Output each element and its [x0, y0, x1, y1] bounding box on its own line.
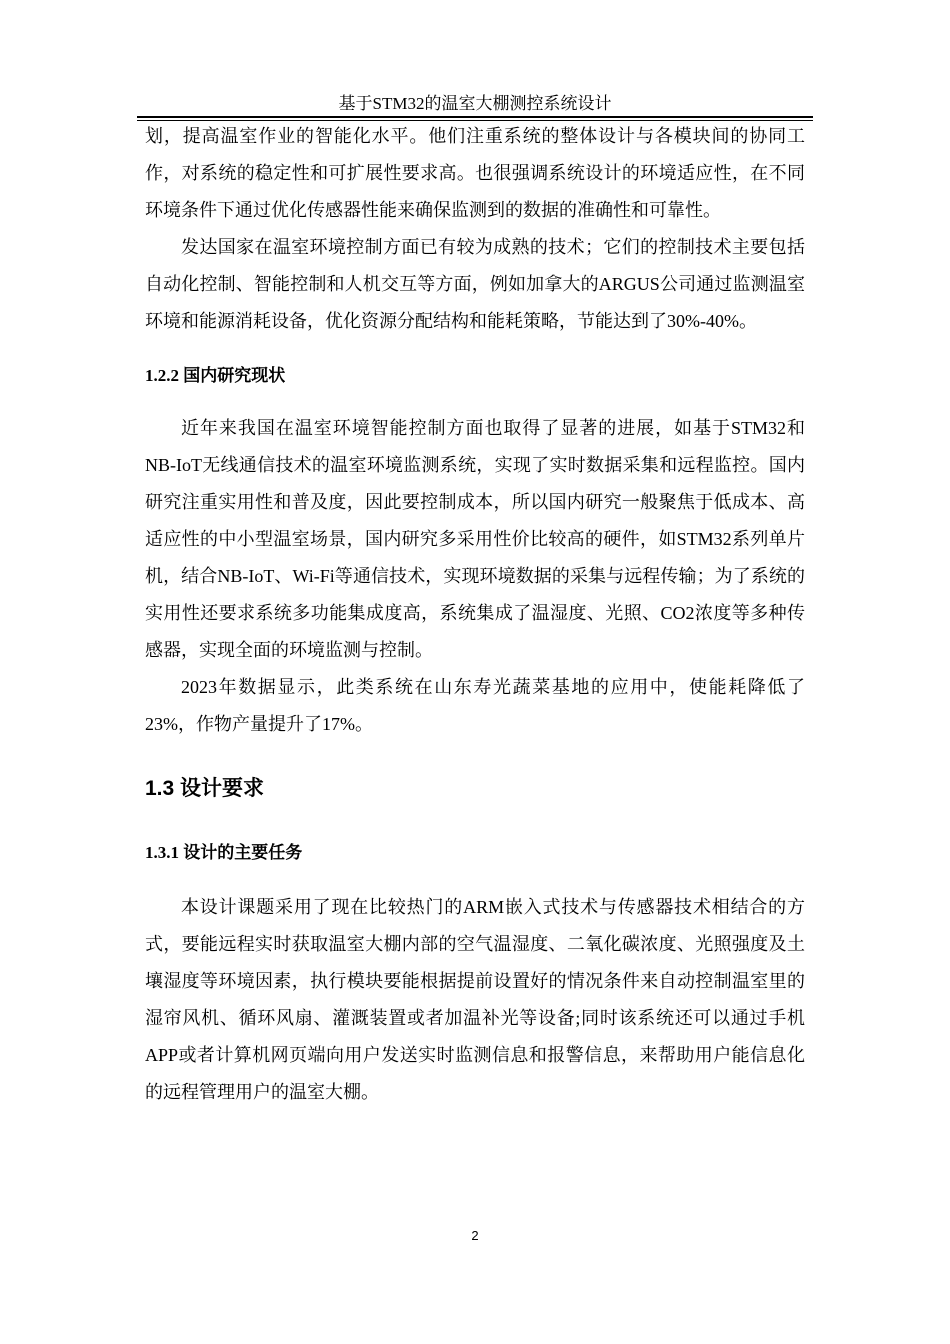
page-body [145, 118, 805, 1111]
page-number: 2 [471, 1228, 479, 1243]
running-head-title: 基于STM32的温室大棚测控系统设计 [338, 94, 612, 113]
section-heading-1-2-2: 1.2.2 国内研究现状 [145, 366, 286, 385]
paragraph-domestic-research: 近年来我国在温室环境智能控制方面也取得了显著的进展，如基于STM32和NB-IoT无线通信技术的温室环境监测系统，实现了实时数据采集和远程监控。国内研究注重实用性和普及度，因此要控制成本，所以国内研究一般聚焦于低成本、高适应性的中小型温室场景，国内研究多采用性价比较高的硬件，如STM32系列单片机，结合NB-IoT、Wi-Fi等通信技术，实现环境数据的采集与远程传输；为了系统的实用性还要求系统多功能集成度高，系统集成了温湿度、光照、CO2浓度等多种传感器，实现全面的环境监测与控制。 [145, 418, 805, 660]
section-heading-1-3: 1.3 设计要求 [145, 777, 265, 800]
paragraph-developed-countries: 发达国家在温室环境控制方面已有较为成熟的技术；它们的控制技术主要包括自动化控制、智能控制和人机交互等方面，例如加拿大的ARGUS公司通过监测温室环境和能源消耗设备，优化资源分配结构和能耗策略，节能达到了30%-40%。 [145, 237, 805, 331]
paragraph-continued: 划，提高温室作业的智能化水平。他们注重系统的整体设计与各模块间的协同工作，对系统的稳定性和可扩展性要求高。也很强调系统设计的环境适应性，在不同环境条件下通过优化传感器性能来确保监测到的数据的准确性和可靠性。 [145, 126, 805, 220]
section-heading-1-3-1: 1.3.1 设计的主要任务 [145, 843, 303, 862]
paragraph-main-task: 本设计课题采用了现在比较热门的ARM嵌入式技术与传感器技术相结合的方式，要能远程实时获取温室大棚内部的空气温湿度、二氧化碳浓度、光照强度及土壤湿度等环境因素，执行模块要能根据提前设置好的情况条件来自动控制温室里的湿帘风机、循环风扇、灌溉装置或者加温补光等设备;同时该系统还可以通过手机APP或者计算机网页端向用户发送实时监测信息和报警信息，来帮助用户能信息化的远程管理用户的温室大棚。 [145, 897, 805, 1102]
paragraph-domestic-data-2023: 2023年数据显示，此类系统在山东寿光蔬菜基地的应用中，使能耗降低了23%，作物产量提升了17%。 [145, 677, 805, 734]
